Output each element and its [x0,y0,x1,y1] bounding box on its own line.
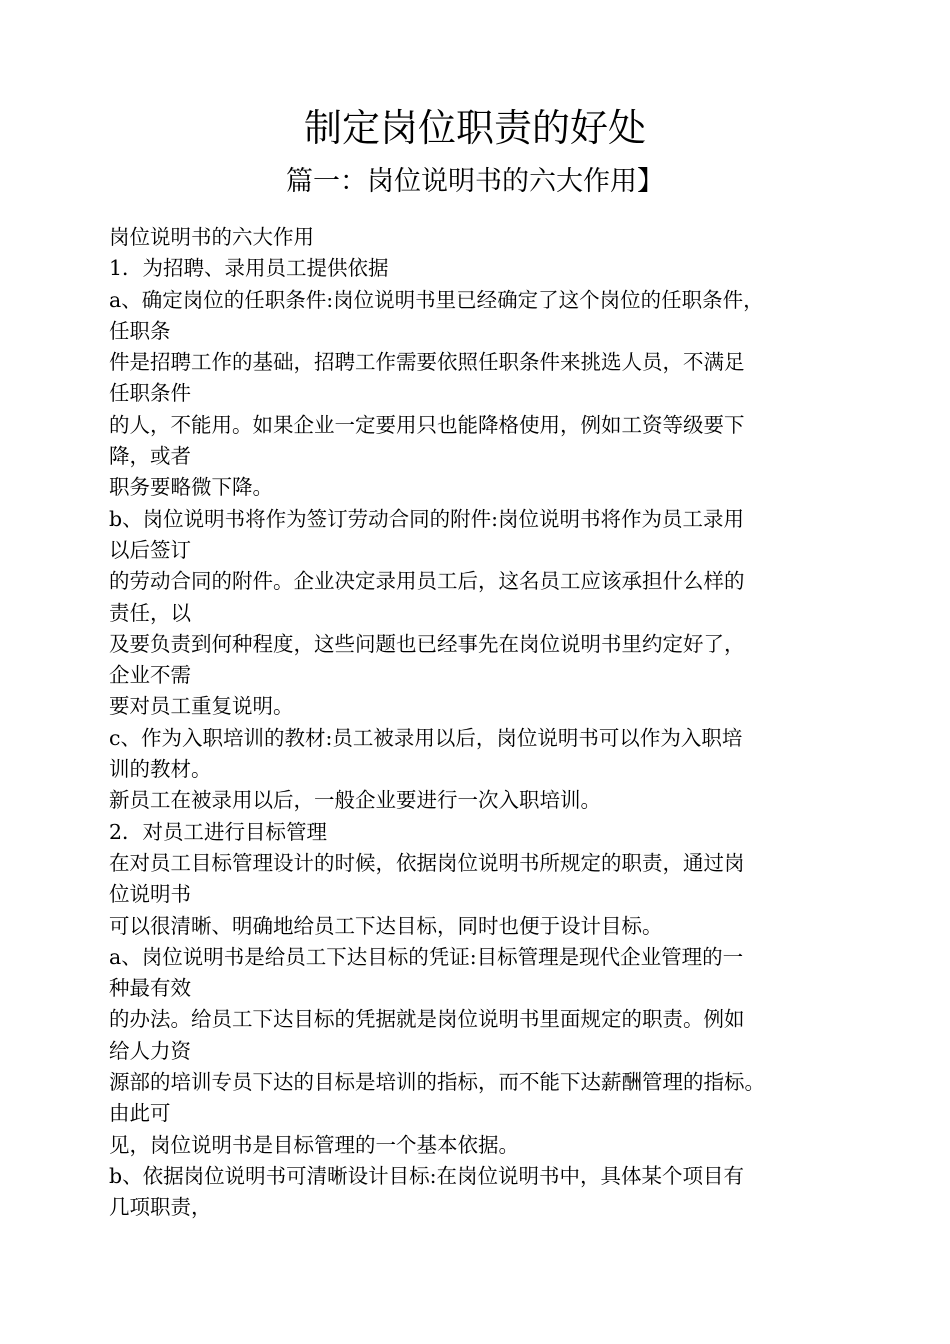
body-line: 位说明书 [109,882,191,907]
body-line: 源部的培训专员下达的目标是培训的指标，而不能下达薪酬管理的指标。 [109,1070,765,1095]
document-body [109,222,869,1224]
body-line: 可以很清晰、明确地给员工下达目标，同时也便于设计目标。 [109,913,663,938]
body-line: 企业不需 [109,663,191,688]
body-line: 以后签订 [109,537,191,562]
body-line: c、作为入职培训的教材:员工被录用以后，岗位说明书可以作为入职培 [109,725,743,750]
body-line: 1．为招聘、录用员工提供依据 [109,256,389,281]
body-line: 2．对员工进行目标管理 [109,819,328,844]
body-line: 职务要略微下降。 [109,475,273,500]
body-line: b、依据岗位说明书可清晰设计目标:在岗位说明书中，具体某个项目有 [109,1163,745,1188]
body-line: 的办法。给员工下达目标的凭据就是岗位说明书里面规定的职责。例如 [109,1007,745,1032]
body-line: 给人力资 [109,1038,191,1063]
body-line: 的人，不能用。如果企业一定要用只也能降格使用，例如工资等级要下 [109,412,745,437]
body-line: 的劳动合同的附件。企业决定录用员工后，这名员工应该承担什么样的 [109,569,745,594]
body-line: 任职条件 [109,381,191,406]
document-subtitle: 篇一：岗位说明书的六大作用】 [286,166,664,197]
document-title: 制定岗位职责的好处 [303,106,646,150]
body-line: 新员工在被录用以后，一般企业要进行一次入职培训。 [109,788,601,813]
body-line: 种最有效 [109,976,191,1001]
body-line: b、岗位说明书将作为签订劳动合同的附件:岗位说明书将作为员工录用 [109,506,745,531]
body-line: 训的教材。 [109,757,212,782]
body-line: 由此可 [109,1101,171,1126]
body-line: 几项职责， [109,1195,212,1220]
body-line: 在对员工目标管理设计的时候，依据岗位说明书所规定的职责，通过岗 [109,850,745,875]
body-line: 件是招聘工作的基础，招聘工作需要依照任职条件来挑选人员，不满足 [109,350,745,375]
body-line: 任职条 [109,318,171,343]
body-line: a、岗位说明书是给员工下达目标的凭证:目标管理是现代企业管理的一 [109,944,744,969]
body-line: 降，或者 [109,444,191,469]
body-line: 要对员工重复说明。 [109,694,294,719]
body-line: 及要负责到何种程度，这些问题也已经事先在岗位说明书里约定好了， [109,631,745,656]
body-line: 岗位说明书的六大作用 [109,225,314,249]
body-line: a、确定岗位的任职条件:岗位说明书里已经确定了这个岗位的任职条件， [109,287,764,312]
body-line: 责任，以 [109,600,191,625]
body-line: 见，岗位说明书是目标管理的一个基本依据。 [109,1132,519,1157]
